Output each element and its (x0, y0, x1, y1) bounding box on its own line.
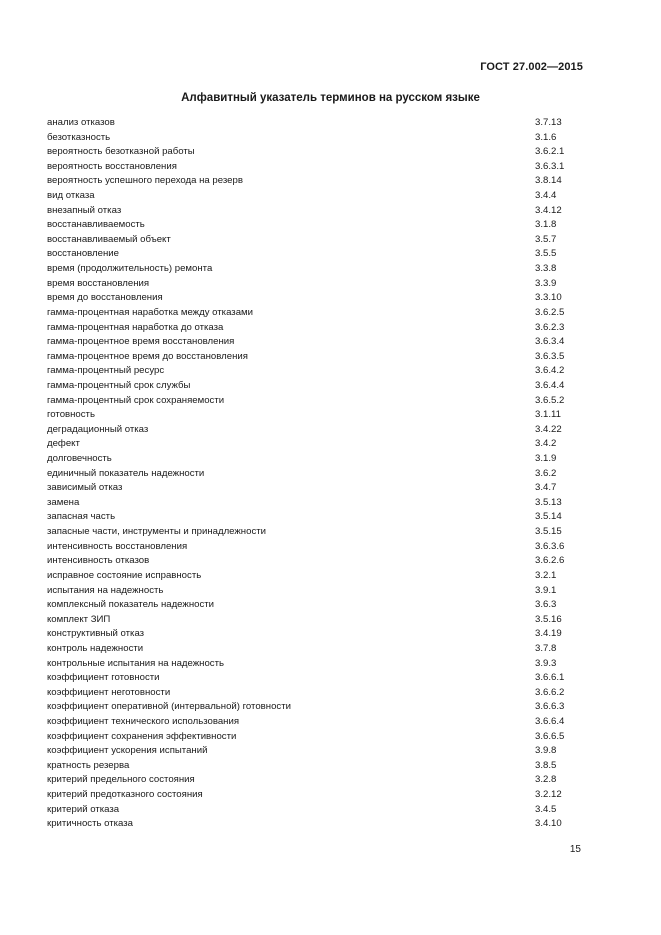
index-entry (47, 306, 567, 321)
index-term: контроль надежности (47, 642, 144, 654)
index-term: зависимый отказ (47, 482, 123, 494)
index-entry (47, 467, 567, 482)
index-entry (47, 131, 567, 146)
index-ref: 3.2.12 (535, 789, 562, 801)
index-entry (47, 174, 567, 189)
index-entry (47, 437, 567, 452)
index-entry (47, 145, 567, 160)
index-term: конструктивный отказ (47, 628, 145, 640)
index-entry (47, 423, 567, 438)
index-entry (47, 759, 567, 774)
index-term: вероятность восстановления (47, 160, 177, 172)
index-entry (47, 744, 567, 759)
index-ref: 3.5.16 (535, 613, 562, 625)
index-ref: 3.9.8 (535, 745, 557, 757)
index-ref: 3.5.7 (535, 233, 557, 245)
index-entry (47, 715, 567, 730)
index-term: время восстановления (47, 277, 150, 289)
index-term: долговечность (47, 453, 112, 465)
index-entry (47, 627, 567, 642)
index-term: замена (47, 496, 80, 508)
index-term: критерий отказа (47, 803, 120, 815)
index-term: исправное состояние исправность (47, 569, 202, 581)
index-term: коэффициент оперативной (интервальной) готовности (47, 701, 291, 713)
index-ref: 3.4.10 (535, 818, 562, 830)
index-term: гамма-процентное время до восстановления (47, 350, 248, 362)
index-entry (47, 218, 567, 233)
index-ref: 3.2.1 (535, 569, 557, 581)
index-title: Алфавитный указатель терминов на русском языке (181, 92, 480, 104)
index-entry (47, 335, 567, 350)
index-term: гамма-процентный ресурс (47, 365, 165, 377)
index-entry (47, 569, 567, 584)
page-number: 15 (569, 844, 581, 855)
index-ref: 3.6.4.2 (535, 365, 565, 377)
index-term: гамма-процентная наработка до отказа (47, 321, 224, 333)
index-entry (47, 233, 567, 248)
index-ref: 3.5.15 (535, 526, 562, 538)
index-ref: 3.5.5 (535, 248, 557, 260)
index-entry (47, 525, 567, 540)
index-ref: 3.6.3.6 (535, 540, 565, 552)
index-term: гамма-процентный срок сохраняемости (47, 394, 225, 406)
index-ref: 3.7.8 (535, 642, 557, 654)
index-term: коэффициент готовности (47, 672, 160, 684)
index-term: гамма-процентная наработка между отказами (47, 306, 253, 318)
index-ref: 3.6.4.4 (535, 379, 565, 391)
index-entry (47, 657, 567, 672)
index-ref: 3.6.3 (535, 599, 557, 611)
index-term: коэффициент сохранения эффективности (47, 730, 237, 742)
index-term: интенсивность отказов (47, 555, 150, 567)
index-term: контрольные испытания на надежность (47, 657, 224, 669)
index-entry (47, 671, 567, 686)
index-term: готовность (47, 409, 95, 421)
index-entry (47, 160, 567, 175)
index-entry (47, 116, 567, 131)
index-ref: 3.4.12 (535, 204, 562, 216)
index-entry (47, 554, 567, 569)
index-ref: 3.1.8 (535, 219, 557, 231)
index-term: коэффициент технического использования (47, 715, 240, 727)
index-entry (47, 364, 567, 379)
index-list (47, 116, 567, 832)
index-ref: 3.6.6.3 (535, 701, 565, 713)
index-term: вероятность успешного перехода на резерв (47, 175, 243, 187)
index-entry (47, 598, 567, 613)
index-entry (47, 394, 567, 409)
index-term: вид отказа (47, 190, 95, 202)
index-term: дефект (47, 438, 80, 450)
index-ref: 3.2.8 (535, 774, 557, 786)
index-term: анализ отказов (47, 117, 115, 128)
index-term: коэффициент неготовности (47, 686, 171, 698)
index-entry (47, 773, 567, 788)
index-term: критерий предельного состояния (47, 774, 195, 786)
index-ref: 3.6.2 (535, 467, 557, 479)
index-term: комплексный показатель надежности (47, 599, 215, 611)
index-entry (47, 189, 567, 204)
index-entry (47, 481, 567, 496)
index-entry (47, 642, 567, 657)
index-term: критерий предотказного состояния (47, 789, 203, 801)
index-term: время до восстановления (47, 292, 163, 304)
index-ref: 3.4.2 (535, 438, 557, 450)
index-term: комплект ЗИП (47, 613, 111, 625)
index-ref: 3.6.2.1 (535, 146, 565, 158)
index-entry (47, 291, 567, 306)
index-ref: 3.6.3.1 (535, 160, 565, 172)
index-entry (47, 803, 567, 818)
index-entry (47, 452, 567, 467)
index-term: деградационный отказ (47, 423, 149, 435)
index-ref: 3.4.19 (535, 628, 562, 640)
index-term: единичный показатель надежности (47, 467, 205, 479)
index-ref: 3.8.5 (535, 759, 557, 771)
index-ref: 3.6.6.5 (535, 730, 565, 742)
index-term: гамма-процентное время восстановления (47, 336, 235, 348)
index-entry (47, 247, 567, 262)
index-term: коэффициент ускорения испытаний (47, 745, 208, 757)
index-term: восстанавливаемый объект (47, 233, 171, 245)
index-entry (47, 584, 567, 599)
index-ref: 3.6.6.2 (535, 686, 565, 698)
index-ref: 3.6.2.5 (535, 306, 565, 318)
index-ref: 3.6.6.1 (535, 672, 565, 684)
index-entry (47, 496, 567, 511)
index-ref: 3.4.4 (535, 190, 557, 202)
index-term: гамма-процентный срок службы (47, 379, 191, 391)
index-ref: 3.6.2.6 (535, 555, 565, 567)
index-ref: 3.1.6 (535, 131, 557, 143)
index-entry (47, 350, 567, 365)
index-term: запасные части, инструменты и принадлежности (47, 526, 266, 538)
index-entry (47, 204, 567, 219)
document-code: ГОСТ 27.002—2015 (480, 61, 583, 73)
index-ref: 3.9.1 (535, 584, 557, 596)
index-term: испытания на надежность (47, 584, 164, 596)
index-ref: 3.7.13 (535, 117, 562, 128)
index-entry (47, 613, 567, 628)
index-ref: 3.6.6.4 (535, 715, 565, 727)
index-entry (47, 788, 567, 803)
index-ref: 3.9.3 (535, 657, 557, 669)
index-entry (47, 700, 567, 715)
index-ref: 3.6.5.2 (535, 394, 565, 406)
index-term: критичность отказа (47, 818, 134, 830)
index-ref: 3.5.14 (535, 511, 562, 523)
index-ref: 3.4.22 (535, 423, 562, 435)
index-ref: 3.8.14 (535, 175, 562, 187)
index-ref: 3.5.13 (535, 496, 562, 508)
index-ref: 3.4.5 (535, 803, 557, 815)
index-entry (47, 510, 567, 525)
index-entry (47, 686, 567, 701)
index-ref: 3.4.7 (535, 482, 557, 494)
index-entry (47, 262, 567, 277)
index-ref: 3.3.9 (535, 277, 557, 289)
index-term: восстанавливаемость (47, 219, 145, 231)
index-ref: 3.6.2.3 (535, 321, 565, 333)
index-ref: 3.6.3.5 (535, 350, 565, 362)
index-term: время (продолжительность) ремонта (47, 263, 213, 275)
index-entry (47, 730, 567, 745)
index-ref: 3.3.10 (535, 292, 562, 304)
index-ref: 3.3.8 (535, 263, 557, 275)
index-term: вероятность безотказной работы (47, 146, 195, 158)
index-term: безотказность (47, 131, 111, 143)
index-term: восстановление (47, 248, 119, 260)
index-entry (47, 321, 567, 336)
index-entry (47, 379, 567, 394)
index-entry (47, 277, 567, 292)
index-term: внезапный отказ (47, 204, 122, 216)
index-entry (47, 540, 567, 555)
index-entry (47, 817, 567, 832)
index-term: интенсивность восстановления (47, 540, 188, 552)
index-term: кратность резерва (47, 759, 130, 771)
index-term: запасная часть (47, 511, 116, 523)
index-ref: 3.6.3.4 (535, 336, 565, 348)
index-entry (47, 408, 567, 423)
index-ref: 3.1.11 (535, 409, 561, 421)
index-ref: 3.1.9 (535, 453, 557, 465)
